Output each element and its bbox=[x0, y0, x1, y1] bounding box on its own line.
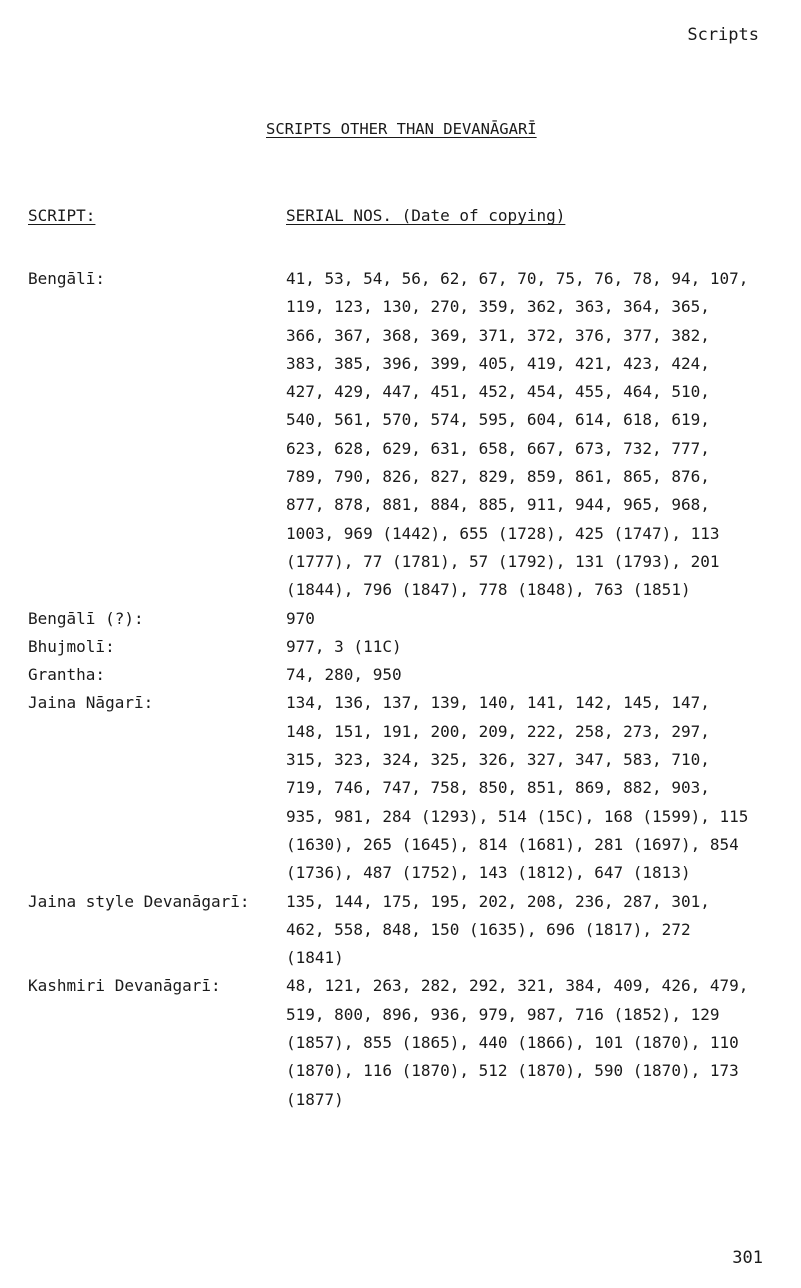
serial-line: 134, 136, 137, 139, 140, 141, 142, 145, 147, bbox=[286, 693, 710, 713]
serial-line: 135, 144, 175, 195, 202, 208, 236, 287, 301, bbox=[286, 891, 710, 911]
serial-line: 462, 558, 848, 150 (1635), 696 (1817), 272 bbox=[286, 919, 691, 939]
serial-line: 970 bbox=[286, 608, 315, 628]
page-title: SCRIPTS OTHER THAN DEVANĀGARĪ bbox=[266, 120, 537, 138]
script-name: Bengālī: bbox=[28, 269, 106, 288]
script-entry bbox=[0, 661, 801, 689]
serial-numbers bbox=[286, 689, 786, 887]
serial-numbers bbox=[286, 605, 786, 633]
script-entries bbox=[0, 265, 801, 1114]
serial-line: 977, 3 (11C) bbox=[286, 636, 402, 656]
serial-line: 1003, 969 (1442), 655 (1728), 425 (1747), 113 bbox=[286, 523, 720, 543]
running-head: Scripts bbox=[687, 25, 759, 45]
script-entry bbox=[0, 633, 801, 661]
script-entry bbox=[0, 888, 801, 973]
serial-line: (1777), 77 (1781), 57 (1792), 131 (1793), 201 bbox=[286, 551, 720, 571]
serial-line: (1630), 265 (1645), 814 (1681), 281 (1697), 854 bbox=[286, 834, 739, 854]
serial-column-heading: SERIAL NOS. (Date of copying) bbox=[286, 206, 566, 225]
script-entry bbox=[0, 265, 801, 605]
serial-line: 315, 323, 324, 325, 326, 327, 347, 583, 710, bbox=[286, 750, 710, 770]
script-name: Jaina Nāgarī: bbox=[28, 693, 154, 713]
serial-line: 427, 429, 447, 451, 452, 454, 455, 464, 510, bbox=[286, 382, 710, 402]
script-column-heading: SCRIPT: bbox=[28, 206, 96, 225]
serial-line: 789, 790, 826, 827, 829, 859, 861, 865, 876, bbox=[286, 467, 710, 487]
script-name: Grantha: bbox=[28, 665, 106, 685]
script-name: Bengālī (?): bbox=[28, 608, 144, 628]
serial-line: (1877) bbox=[286, 1089, 344, 1109]
serial-line: 148, 151, 191, 200, 209, 222, 258, 273, 297, bbox=[286, 721, 710, 741]
script-entry bbox=[0, 689, 801, 887]
serial-line: 540, 561, 570, 574, 595, 604, 614, 618, 619, bbox=[286, 410, 710, 430]
serial-line: 935, 981, 284 (1293), 514 (15C), 168 (1599), 115 bbox=[286, 806, 749, 826]
script-entry bbox=[0, 972, 801, 1113]
serial-line: (1841) bbox=[286, 948, 344, 968]
serial-line: 366, 367, 368, 369, 371, 372, 376, 377, 382, bbox=[286, 325, 710, 345]
serial-line: 623, 628, 629, 631, 658, 667, 673, 732, 777, bbox=[286, 438, 710, 458]
serial-line: 48, 121, 263, 282, 292, 321, 384, 409, 426, 479, bbox=[286, 976, 749, 996]
serial-numbers bbox=[286, 661, 786, 689]
serial-line: (1844), 796 (1847), 778 (1848), 763 (1851) bbox=[286, 580, 691, 600]
serial-line: 877, 878, 881, 884, 885, 911, 944, 965, 968, bbox=[286, 495, 710, 515]
serial-line: 41, 53, 54, 56, 62, 67, 70, 75, 76, 78, 94, 107, bbox=[286, 269, 749, 288]
serial-line: 119, 123, 130, 270, 359, 362, 363, 364, 365, bbox=[286, 297, 710, 317]
serial-numbers bbox=[286, 972, 786, 1113]
serial-numbers bbox=[286, 633, 786, 661]
serial-line: 74, 280, 950 bbox=[286, 665, 402, 685]
serial-line: 519, 800, 896, 936, 979, 987, 716 (1852), 129 bbox=[286, 1004, 720, 1024]
serial-numbers bbox=[286, 265, 786, 605]
serial-line: 719, 746, 747, 758, 850, 851, 869, 882, 903, bbox=[286, 778, 710, 798]
serial-line: (1870), 116 (1870), 512 (1870), 590 (1870), 173 bbox=[286, 1061, 739, 1081]
script-name: Bhujmolī: bbox=[28, 636, 115, 656]
serial-line: (1857), 855 (1865), 440 (1866), 101 (1870), 110 bbox=[286, 1033, 739, 1053]
page-number: 301 bbox=[732, 1248, 763, 1268]
script-name: Kashmiri Devanāgarī: bbox=[28, 976, 221, 996]
script-name: Jaina style Devanāgarī: bbox=[28, 891, 250, 911]
serial-line: (1736), 487 (1752), 143 (1812), 647 (1813) bbox=[286, 863, 691, 883]
serial-numbers bbox=[286, 888, 786, 973]
script-entry bbox=[0, 605, 801, 633]
serial-line: 383, 385, 396, 399, 405, 419, 421, 423, 424, bbox=[286, 353, 710, 373]
